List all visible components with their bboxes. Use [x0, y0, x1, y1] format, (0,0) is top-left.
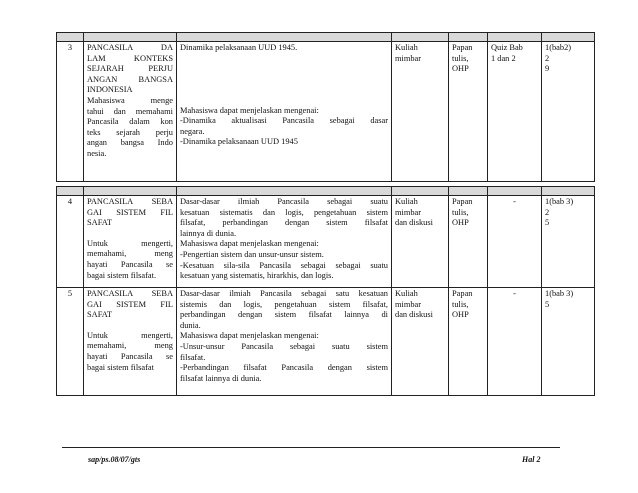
objective-line: memahami, meng [87, 341, 173, 351]
objective-line: Mahasiswa menge [87, 95, 173, 105]
footer-divider [62, 447, 560, 448]
desc-line: perbandingan dengan sistem filsafat lainnya di [180, 310, 388, 320]
reference-cell [542, 196, 595, 288]
eval-line: Quiz Bab [491, 43, 523, 52]
topic-line: PANCASILA SEBA [87, 289, 173, 298]
row-number: 3 [57, 42, 84, 182]
objective-line: bagai sistem filsafat. [87, 270, 157, 280]
description-cell [177, 42, 392, 182]
media-line: Papan [452, 289, 473, 298]
method-line: mimbar [395, 53, 422, 63]
media-line: Papan [452, 43, 473, 52]
topic-line: GAI SISTEM FIL [87, 207, 173, 217]
desc-line: negara. [180, 126, 205, 136]
table-header-row [57, 33, 595, 42]
ref-line: 2 [545, 207, 550, 217]
media-cell [449, 288, 488, 396]
topic-line: GAI SISTEM FIL [87, 299, 173, 309]
table-header-row [57, 187, 595, 196]
ref-line: 2 [545, 53, 550, 63]
topic-line: INDONESIA [87, 85, 133, 95]
topic-cell [84, 288, 177, 396]
topic-cell [84, 42, 177, 182]
ref-line: 1(bab 3) [545, 197, 574, 206]
objective-line: hayati Pancasila se [87, 259, 173, 269]
media-line: tulis, [452, 207, 469, 217]
topic-line: SAFAT [87, 218, 112, 228]
desc-line: -Unsur-unsur Pancasila sebagai suatu sistem [180, 341, 388, 351]
method-line: Kuliah [395, 197, 418, 206]
topic-line: LAM KONTEKS [87, 53, 173, 63]
ref-line: 1(bab2) [545, 43, 572, 52]
desc-line: Dasar-dasar ilmiah Pancasila sebagai suatu [180, 197, 388, 206]
objective-line: tahui dan memahami [87, 106, 173, 116]
objective-line: teks sejarah perju [87, 127, 173, 137]
desc-line: filsafat lainnya di dunia. [180, 373, 262, 383]
objective-line: bagai sistem filsafat [87, 362, 154, 372]
desc-line: filsafat, perbandingan dengan sistem filsafat [180, 218, 388, 228]
topic-cell [84, 196, 177, 288]
description-cell [177, 196, 392, 288]
desc-line: -Pengertian sistem dan unsur-unsur sistem. [180, 249, 324, 259]
media-line: tulis, [452, 299, 469, 309]
desc-line: kesatuan yang sistematis, hirarkhis, dan logis. [180, 271, 334, 281]
media-cell [449, 196, 488, 288]
evaluation-cell [488, 42, 542, 182]
topic-line: ANGAN BANGSA [87, 74, 173, 84]
desc-line: Mahasiswa dapat menjelaskan mengenai: [180, 239, 319, 249]
media-line: Papan [452, 197, 473, 206]
table-row-5 [57, 288, 595, 396]
desc-line: -Dinamika pelaksanaan UUD 1945 [180, 137, 298, 147]
desc-line: -Kesatuan sila-sila Pancasila sebagai sebagai suatu [180, 260, 388, 270]
objective-line: memahami, meng [87, 249, 173, 259]
desc-line: sistemis dan logis, pengetahuan sistem filsafat, [180, 299, 388, 309]
method-line: Kuliah [395, 43, 418, 52]
media-line: OHP [452, 218, 469, 228]
row-number: 4 [57, 196, 84, 288]
method-line: dan diskusi [395, 310, 433, 320]
method-line: mimbar [395, 299, 422, 309]
desc-title: Dinamika pelaksanaan UUD 1945. [180, 43, 298, 52]
media-line: OHP [452, 310, 469, 320]
desc-line: dunia. [180, 320, 201, 330]
ref-line: 9 [545, 64, 550, 74]
topic-line: PANCASILA DA [87, 43, 173, 52]
evaluation-cell: - [488, 196, 542, 288]
topic-line: SEJARAH PERJU [87, 64, 173, 74]
desc-line: Mahasiswa dapat menjelaskan mengenai: [180, 331, 319, 341]
evaluation-cell: - [488, 288, 542, 396]
media-cell [449, 42, 488, 182]
desc-line: kesatuan sistematis dan logis, pengetahuan sistem [180, 207, 388, 217]
syllabus-table-1 [56, 32, 595, 182]
objective-line: angan bangsa Indo [87, 138, 173, 148]
objective-line: Untuk mengerti, [87, 330, 173, 340]
syllabus-table-2 [56, 186, 595, 396]
desc-line: Dasar-dasar ilmiah Pancasila sebagai satu kesatuan [180, 289, 388, 298]
desc-line: -Dinamika aktualisasi Pancasila sebagai dasar [180, 116, 388, 126]
method-line: dan diskusi [395, 218, 433, 228]
media-line: OHP [452, 64, 469, 74]
media-line: tulis, [452, 53, 469, 63]
objective-line: hayati Pancasila se [87, 351, 173, 361]
description-cell [177, 288, 392, 396]
objective-line: nesia. [87, 148, 107, 158]
document-code: sap/ps.08/07/gts [88, 455, 141, 464]
objective-line: Untuk mengerti, [87, 238, 173, 248]
table-row-4 [57, 196, 595, 288]
topic-line: SAFAT [87, 310, 112, 320]
row-number: 5 [57, 288, 84, 396]
ref-line: 5 [545, 299, 550, 309]
desc-line: Mahasiswa dapat menjelaskan mengenai: [180, 105, 319, 115]
ref-line: 5 [545, 218, 550, 228]
method-cell [392, 42, 449, 182]
reference-cell [542, 288, 595, 396]
method-line: mimbar [395, 207, 422, 217]
reference-cell [542, 42, 595, 182]
objective-line: Pancasila dalam kon [87, 117, 173, 127]
method-cell [392, 288, 449, 396]
topic-line: PANCASILA SEBA [87, 197, 173, 206]
ref-line: 1(bab 3) [545, 289, 574, 298]
desc-line: lainnya di dunia. [180, 228, 237, 238]
desc-line: -Perbandingan filsafat Pancasila dengan sistem [180, 363, 388, 373]
eval-line: 1 dan 2 [491, 53, 516, 63]
method-line: Kuliah [395, 289, 418, 298]
table-row-3 [57, 42, 595, 182]
page-number: Hal 2 [522, 455, 541, 464]
method-cell [392, 196, 449, 288]
desc-line: filsafat. [180, 352, 206, 362]
